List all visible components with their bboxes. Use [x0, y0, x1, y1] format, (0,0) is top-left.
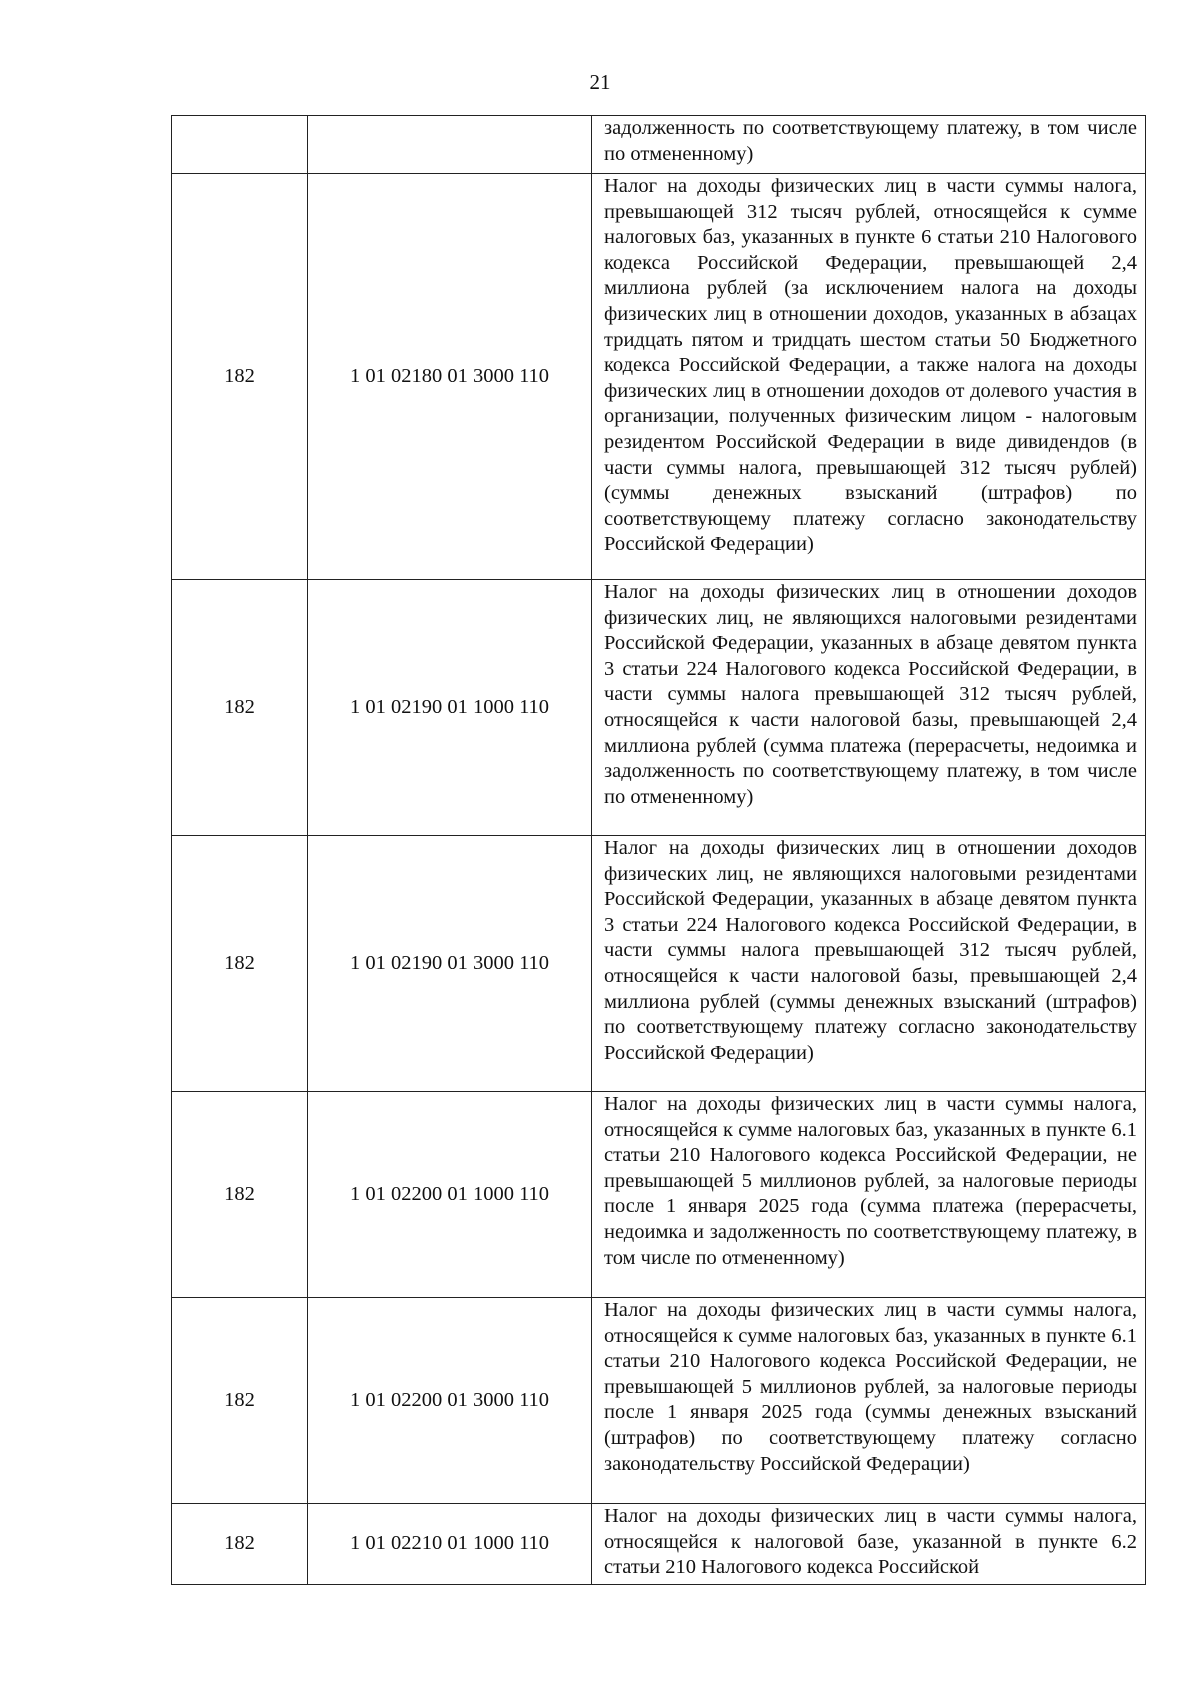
table-row — [172, 1092, 1146, 1298]
budget-code-cell: 1 01 02190 01 3000 110 — [308, 836, 592, 1092]
budget-code-cell: 1 01 02180 01 3000 110 — [308, 174, 592, 580]
description-cell: Налог на доходы физических лиц в отношении доходов физических лиц, не являющихся налоговыми резидентами Российской Федерации, указанных в абзаце девятом пункта 3 статьи 224 Налогового кодекса Российской Федерации, в части суммы налога превышающей 312 тысяч рублей, относящейся к части налоговой базы, превышающей 2,4 миллиона рублей (сумма платежа (перерасчеты, недоимка и задолженность по соответствующему платежу, в том числе по отмененному) — [592, 580, 1146, 836]
budget-code-cell — [308, 116, 592, 174]
admin-code-cell — [172, 116, 308, 174]
description-cell: Налог на доходы физических лиц в части суммы налога, относящейся к сумме налоговых баз, указанных в пункте 6.1 статьи 210 Налогового кодекса Российской Федерации, не превышающей 5 миллионов рублей, за налоговые периоды после 1 января 2025 года (суммы денежных взысканий (штрафов) по соответствующему платежу согласно законодательству Российской Федерации) — [592, 1298, 1146, 1504]
budget-code-cell: 1 01 02190 01 1000 110 — [308, 580, 592, 836]
table-row — [172, 1504, 1146, 1585]
admin-code-cell: 182 — [172, 1092, 308, 1298]
description-cell: Налог на доходы физических лиц в части суммы налога, относящейся к налоговой базе, указанной в пункте 6.2 статьи 210 Налогового кодекса Российской — [592, 1504, 1146, 1585]
table-row — [172, 836, 1146, 1092]
description-cell: Налог на доходы физических лиц в отношении доходов физических лиц, не являющихся налоговыми резидентами Российской Федерации, указанных в абзаце девятом пункта 3 статьи 224 Налогового кодекса Российской Федерации, в части суммы налога превышающей 312 тысяч рублей, относящейся к части налоговой базы, превышающей 2,4 миллиона рублей (суммы денежных взысканий (штрафов) по соответствующему платежу согласно законодательству Российской Федерации) — [592, 836, 1146, 1092]
table-row — [172, 174, 1146, 580]
page-number: 21 — [589, 70, 611, 94]
budget-code-cell: 1 01 02210 01 1000 110 — [308, 1504, 592, 1585]
admin-code-cell: 182 — [172, 836, 308, 1092]
budget-code-cell: 1 01 02200 01 3000 110 — [308, 1298, 592, 1504]
description-cell: Налог на доходы физических лиц в части суммы налога, относящейся к сумме налоговых баз, указанных в пункте 6.1 статьи 210 Налогового кодекса Российской Федерации, не превышающей 5 миллионов рублей, за налоговые периоды после 1 января 2025 года (сумма платежа (перерасчеты, недоимка и задолженность по соответствующему платежу, в том числе по отмененному) — [592, 1092, 1146, 1298]
description-cell: Налог на доходы физических лиц в части суммы налога, превышающей 312 тысяч рублей, относящейся к сумме налоговых баз, указанных в пункте 6 статьи 210 Налогового кодекса Российской Федерации, превышающей 2,4 миллиона рублей (за исключением налога на доходы физических лиц в отношении доходов, указанных в абзацах тридцать пятом и тридцать шестом статьи 50 Бюджетного кодекса Российской Федерации, а также налога на доходы физических лиц в отношении доходов от долевого участия в организации, полученных физическим лицом - налоговым резидентом Российской Федерации в виде дивидендов (в части суммы налога, превышающей 312 тысяч рублей) (суммы денежных взысканий (штрафов) по соответствующему платежу согласно законодательству Российской Федерации) — [592, 174, 1146, 580]
admin-code-cell: 182 — [172, 1298, 308, 1504]
admin-code-cell: 182 — [172, 174, 308, 580]
budget-codes-table — [171, 115, 1146, 1585]
table-row — [172, 1298, 1146, 1504]
description-cell: задолженность по соответствующему платежу, в том числе по отмененному) — [592, 116, 1146, 174]
table-row — [172, 580, 1146, 836]
admin-code-cell: 182 — [172, 1504, 308, 1585]
budget-code-cell: 1 01 02200 01 1000 110 — [308, 1092, 592, 1298]
table-row — [172, 116, 1146, 174]
admin-code-cell: 182 — [172, 580, 308, 836]
